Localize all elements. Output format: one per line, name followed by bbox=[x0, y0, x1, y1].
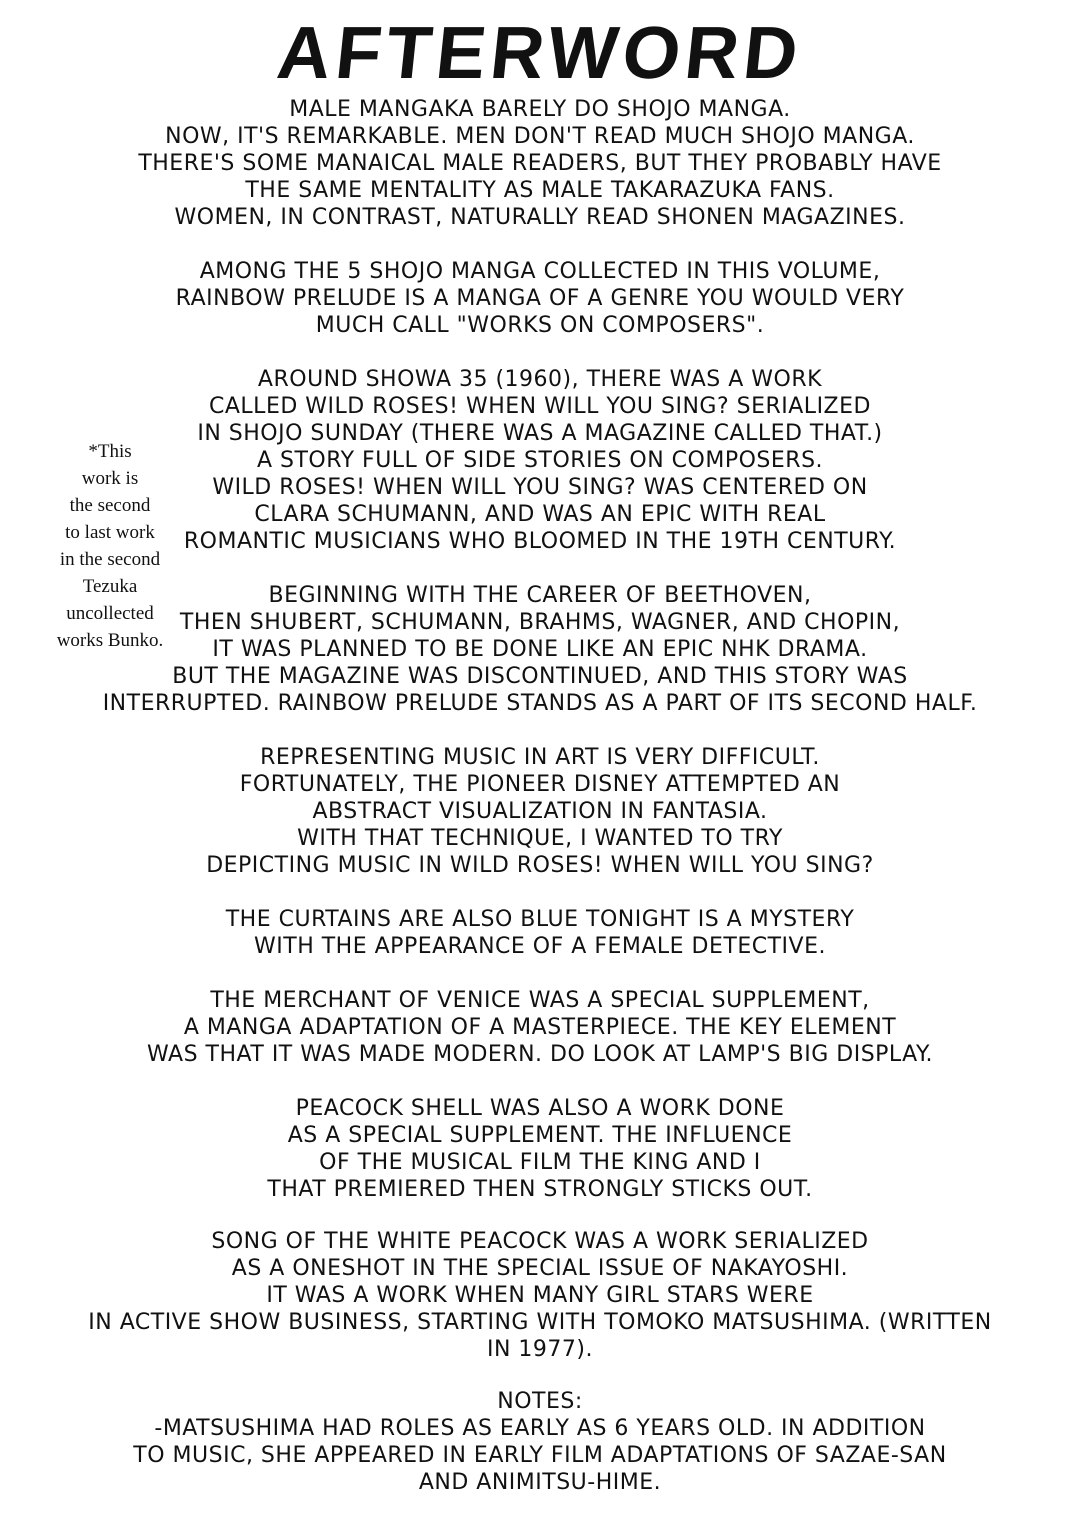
side-note-line: works Bunko. bbox=[56, 630, 164, 651]
body-line: MUCH CALL "WORKS ON COMPOSERS". bbox=[315, 313, 765, 338]
page-title: AFTERWORD bbox=[273, 11, 807, 94]
body-line: NOW, IT'S REMARKABLE. MEN DON'T READ MUCH SHOJO MANGA. bbox=[165, 124, 915, 149]
side-note-line: work is bbox=[81, 468, 139, 489]
body-line: REPRESENTING MUSIC IN ART IS VERY DIFFICULT. bbox=[260, 745, 820, 770]
body-line: DEPICTING MUSIC IN WILD ROSES! WHEN WILL YOU SING? bbox=[206, 853, 874, 878]
body-line: PEACOCK SHELL WAS ALSO A WORK DONE bbox=[295, 1096, 785, 1121]
body-line: IN SHOJO SUNDAY (THERE WAS A MAGAZINE CALLED THAT.) bbox=[197, 421, 883, 446]
body-line: TO MUSIC, SHE APPEARED IN EARLY FILM ADAPTATIONS OF SAZAE-SAN bbox=[133, 1443, 947, 1468]
side-note-line: Tezuka bbox=[82, 576, 138, 597]
body-line: ROMANTIC MUSICIANS WHO BLOOMED IN THE 19TH CENTURY. bbox=[183, 529, 897, 554]
body-line: MALE MANGAKA BARELY DO SHOJO MANGA. bbox=[289, 97, 791, 122]
body-line: FORTUNATELY, THE PIONEER DISNEY ATTEMPTED AN bbox=[239, 772, 841, 797]
body-line: BUT THE MAGAZINE WAS DISCONTINUED, AND THIS STORY WAS bbox=[172, 664, 908, 689]
side-note-line: the second bbox=[69, 495, 151, 516]
body-line: RAINBOW PRELUDE IS A MANGA OF A GENRE YOU WOULD VERY bbox=[175, 286, 905, 311]
side-note-line: in the second bbox=[59, 549, 161, 570]
side-note-line: to last work bbox=[65, 522, 155, 543]
notes-heading: NOTES: bbox=[497, 1389, 583, 1414]
body-line: ABSTRACT VISUALIZATION IN FANTASIA. bbox=[312, 799, 768, 824]
body-line: THEN SHUBERT, SCHUMANN, BRAHMS, WAGNER, AND CHOPIN, bbox=[179, 610, 901, 635]
body-line: AS A SPECIAL SUPPLEMENT. THE INFLUENCE bbox=[287, 1123, 793, 1148]
body-line: OF THE MUSICAL FILM THE KING AND I bbox=[319, 1150, 761, 1175]
body-line: INTERRUPTED. RAINBOW PRELUDE STANDS AS A PART OF ITS SECOND HALF. bbox=[102, 691, 978, 716]
body-line: -MATSUSHIMA HAD ROLES AS EARLY AS 6 YEARS OLD. IN ADDITION bbox=[154, 1416, 926, 1441]
body-line: WITH THE APPEARANCE OF A FEMALE DETECTIVE. bbox=[254, 934, 826, 959]
body-line: THE SAME MENTALITY AS MALE TAKARAZUKA FANS. bbox=[245, 178, 835, 203]
body-line: AND ANIMITSU-HIME. bbox=[418, 1470, 662, 1495]
body-line: AMONG THE 5 SHOJO MANGA COLLECTED IN THIS VOLUME, bbox=[199, 259, 881, 284]
body-line: THAT PREMIERED THEN STRONGLY STICKS OUT. bbox=[267, 1177, 813, 1202]
body-line: WOMEN, IN CONTRAST, NATURALLY READ SHONEN MAGAZINES. bbox=[174, 205, 906, 230]
body-line: IT WAS PLANNED TO BE DONE LIKE AN EPIC NHK DRAMA. bbox=[212, 637, 868, 662]
body-line: CALLED WILD ROSES! WHEN WILL YOU SING? SERIALIZED bbox=[209, 394, 871, 419]
body-line: IN ACTIVE SHOW BUSINESS, STARTING WITH TOMOKO MATSUSHIMA. (WRITTEN bbox=[88, 1310, 992, 1335]
body-line: THERE'S SOME MANAICAL MALE READERS, BUT THEY PROBABLY HAVE bbox=[138, 151, 942, 176]
body-line: AS A ONESHOT IN THE SPECIAL ISSUE OF NAKAYOSHI. bbox=[231, 1256, 849, 1281]
body-line: WILD ROSES! WHEN WILL YOU SING? WAS CENTERED ON bbox=[212, 475, 868, 500]
body-line: THE CURTAINS ARE ALSO BLUE TONIGHT IS A MYSTERY bbox=[225, 907, 855, 932]
body-line: THE MERCHANT OF VENICE WAS A SPECIAL SUPPLEMENT, bbox=[210, 988, 870, 1013]
body-line: A MANGA ADAPTATION OF A MASTERPIECE. THE KEY ELEMENT bbox=[183, 1015, 897, 1040]
body-line: WITH THAT TECHNIQUE, I WANTED TO TRY bbox=[297, 826, 783, 851]
body-line: IN 1977). bbox=[486, 1337, 593, 1362]
body-line: AROUND SHOWA 35 (1960), THERE WAS A WORK bbox=[257, 367, 823, 392]
body-line: BEGINNING WITH THE CAREER OF BEETHOVEN, bbox=[268, 583, 812, 608]
body-line: SONG OF THE WHITE PEACOCK WAS A WORK SERIALIZED bbox=[211, 1229, 869, 1254]
side-note-line: uncollected bbox=[66, 603, 154, 624]
body-line: A STORY FULL OF SIDE STORIES ON COMPOSERS. bbox=[256, 448, 824, 473]
side-note-line: *This bbox=[88, 441, 132, 462]
body-line: IT WAS A WORK WHEN MANY GIRL STARS WERE bbox=[266, 1283, 814, 1308]
body-line: WAS THAT IT WAS MADE MODERN. DO LOOK AT LAMP'S BIG DISPLAY. bbox=[147, 1042, 933, 1067]
body-line: CLARA SCHUMANN, AND WAS AN EPIC WITH REAL bbox=[254, 502, 826, 527]
